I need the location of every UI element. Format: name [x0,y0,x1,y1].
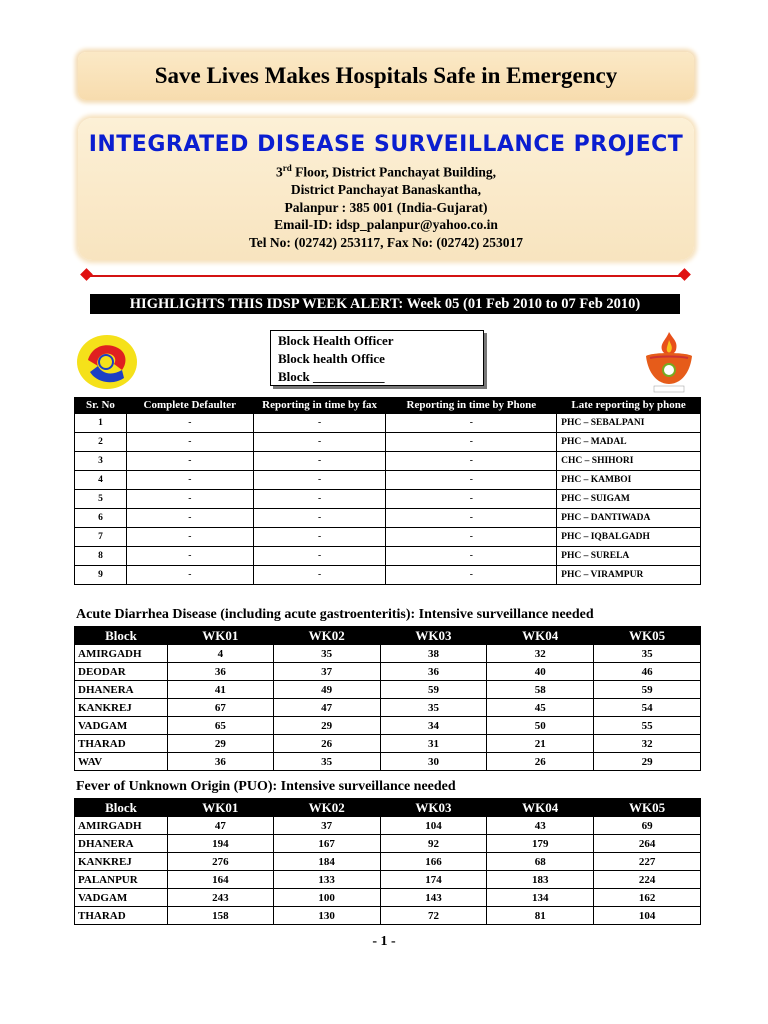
col-header-late: Late reporting by phone [557,398,701,414]
table-cell: - [253,509,386,528]
table-cell: 7 [75,528,127,547]
table-row [75,835,701,853]
table-cell: 166 [380,853,487,871]
col-header: WK02 [273,799,380,817]
table-cell: 26 [487,753,594,771]
fever-table [74,798,701,925]
table-cell: - [386,528,557,547]
col-header: WK01 [167,627,273,645]
table-cell: 143 [380,889,487,907]
table-row [75,817,701,835]
col-header-phone: Reporting in time by Phone [386,398,557,414]
table-cell: 164 [167,871,273,889]
col-header-sr-no: Sr. No [75,398,127,414]
table-cell: 5 [75,490,127,509]
table-cell: - [386,566,557,585]
table-row [75,490,701,509]
table-cell: 55 [594,717,701,735]
block-name-cell: DHANERA [75,681,168,699]
table-cell: 29 [167,735,273,753]
table-cell: - [253,566,386,585]
table-cell: 224 [594,871,701,889]
col-header: WK04 [487,627,594,645]
table-cell: - [386,452,557,471]
divider-right-diamond-icon [678,268,691,281]
table-cell: - [386,509,557,528]
col-header: WK03 [380,799,487,817]
table-cell: 104 [594,907,701,925]
project-title: INTEGRATED DISEASE SURVEILLANCE PROJECT [88,132,684,157]
table-cell: 35 [273,753,380,771]
table-cell: 9 [75,566,127,585]
table-cell: 36 [380,663,487,681]
idsp-logo-icon [76,334,138,390]
col-header: Block [75,627,168,645]
table-cell: - [253,414,386,433]
col-header: WK02 [273,627,380,645]
table-row [75,753,701,771]
table-cell: 47 [167,817,273,835]
table-cell: 2 [75,433,127,452]
table-cell: 130 [273,907,380,925]
block-officer-box [270,330,484,386]
table-row [75,681,701,699]
table-cell: 67 [167,699,273,717]
col-header: WK01 [167,799,273,817]
table-cell: PHC – SUIGAM [557,490,701,509]
table-cell: - [386,433,557,452]
slogan-text: Save Lives Makes Hospitals Safe in Emergency [154,63,618,88]
col-header: WK05 [594,799,701,817]
block-name-cell: VADGAM [75,717,168,735]
table-row [75,566,701,585]
table-cell: 81 [487,907,594,925]
col-header: WK05 [594,627,701,645]
table-cell: - [386,471,557,490]
table-cell: PHC – IQBALGADH [557,528,701,547]
table-cell: 38 [380,645,487,663]
table-row [75,452,701,471]
table-cell: 227 [594,853,701,871]
table-cell: 41 [167,681,273,699]
table-cell: - [253,528,386,547]
block-name-cell: AMIRGADH [75,645,168,663]
table-row [75,717,701,735]
table-cell: 174 [380,871,487,889]
table-cell: - [126,452,253,471]
table-cell: 104 [380,817,487,835]
table-cell: - [253,490,386,509]
col-header-complete-defaulter: Complete Defaulter [126,398,253,414]
table-cell: 36 [167,753,273,771]
table-row [75,663,701,681]
table-cell: 4 [75,471,127,490]
table-row [75,414,701,433]
table-cell: 35 [594,645,701,663]
table-cell: - [126,433,253,452]
table-cell: 37 [273,663,380,681]
table-cell: - [126,490,253,509]
block-name-cell: THARAD [75,735,168,753]
table-cell: 162 [594,889,701,907]
reporting-status-table [74,397,701,585]
table-cell: 32 [487,645,594,663]
table-cell: 1 [75,414,127,433]
table-cell: 276 [167,853,273,871]
table-row [75,735,701,753]
table-header-row [75,398,701,414]
table-cell: 264 [594,835,701,853]
table-cell: 36 [167,663,273,681]
block-name-cell: WAV [75,753,168,771]
week-alert-heading: HIGHLIGHTS THIS IDSP WEEK ALERT: Week 05 (01 Feb 2010 to 07 Feb 2010) [90,294,680,314]
table-cell: PHC – KAMBOI [557,471,701,490]
address-line-1: 3rd Floor, District Panchayat Building, [275,163,496,180]
table-cell: 59 [594,681,701,699]
address-line-2: District Panchayat Banaskantha, [290,182,482,197]
table-header-row [75,799,701,817]
address-line-3: Palanpur : 385 001 (India-Gujarat) [284,199,488,215]
table-cell: 92 [380,835,487,853]
table-row [75,699,701,717]
table-cell: 29 [594,753,701,771]
table-cell: 46 [594,663,701,681]
col-header-fax: Reporting in time by fax [253,398,386,414]
table-cell: 49 [273,681,380,699]
table-cell: 194 [167,835,273,853]
table-cell: 4 [167,645,273,663]
block-name-cell: THARAD [75,907,168,925]
divider-left-diamond-icon [80,268,93,281]
table-cell: 35 [380,699,487,717]
table-cell: 72 [380,907,487,925]
table-cell: 31 [380,735,487,753]
project-header [78,118,694,260]
block-officer-line-1: Block Health Officer [278,333,394,348]
table-cell: 58 [487,681,594,699]
table-cell: 43 [487,817,594,835]
block-officer-line-2: Block health Office [278,351,385,366]
table-cell: - [253,452,386,471]
table-cell: 45 [487,699,594,717]
table-row [75,433,701,452]
table-cell: 69 [594,817,701,835]
table-cell: 158 [167,907,273,925]
table-row [75,547,701,566]
table-cell: - [386,490,557,509]
block-name-cell: AMIRGADH [75,817,168,835]
block-name-cell: VADGAM [75,889,168,907]
table-cell: - [253,433,386,452]
table-cell: PHC – DANTIWADA [557,509,701,528]
table-cell: PHC – SURELA [557,547,701,566]
table-cell: 3 [75,452,127,471]
table-cell: - [126,566,253,585]
col-header: Block [75,799,168,817]
health-emblem-icon [640,330,698,396]
table-row [75,889,701,907]
table-cell: 47 [273,699,380,717]
table-cell: 59 [380,681,487,699]
divider-line [84,275,686,277]
email-line: Email-ID: idsp_palanpur@yahoo.co.in [274,217,498,232]
fever-section-title: Fever of Unknown Origin (PUO): Intensive surveillance needed [76,779,456,794]
table-cell: - [253,471,386,490]
table-cell: 29 [273,717,380,735]
table-row [75,853,701,871]
table-cell: PHC – SEBALPANI [557,414,701,433]
table-cell: CHC – SHIHORI [557,452,701,471]
block-name-cell: DEODAR [75,663,168,681]
table-cell: 21 [487,735,594,753]
table-cell: - [386,414,557,433]
table-cell: 184 [273,853,380,871]
table-cell: - [126,509,253,528]
table-cell: 179 [487,835,594,853]
table-cell: - [126,528,253,547]
table-cell: 65 [167,717,273,735]
table-cell: 133 [273,871,380,889]
table-cell: 8 [75,547,127,566]
table-cell: 35 [273,645,380,663]
table-cell: - [253,547,386,566]
block-name-cell: KANKREJ [75,853,168,871]
table-header-row [75,627,701,645]
table-row [75,471,701,490]
table-cell: 183 [487,871,594,889]
table-cell: - [386,547,557,566]
block-name-cell: PALANPUR [75,871,168,889]
table-cell: 50 [487,717,594,735]
table-cell: 68 [487,853,594,871]
table-cell: 34 [380,717,487,735]
table-cell: - [126,547,253,566]
table-cell: 167 [273,835,380,853]
col-header: WK04 [487,799,594,817]
block-officer-line-3: Block ___________ [278,369,385,384]
diarrhea-section-title: Acute Diarrhea Disease (including acute gastroenteritis): Intensive surveillance needed [76,607,594,622]
table-cell: PHC – VIRAMPUR [557,566,701,585]
page-number: - 1 - [372,934,396,949]
table-cell: 243 [167,889,273,907]
table-cell: - [126,471,253,490]
table-row [75,509,701,528]
table-cell: 40 [487,663,594,681]
table-row [75,871,701,889]
table-row [75,907,701,925]
project-address [78,160,694,251]
table-cell: - [126,414,253,433]
table-cell: 54 [594,699,701,717]
table-cell: 32 [594,735,701,753]
diarrhea-table [74,626,701,771]
col-header: WK03 [380,627,487,645]
table-cell: 100 [273,889,380,907]
slogan-banner [78,52,694,100]
table-cell: 30 [380,753,487,771]
table-cell: 26 [273,735,380,753]
table-cell: 6 [75,509,127,528]
block-name-cell: DHANERA [75,835,168,853]
block-name-cell: KANKREJ [75,699,168,717]
phone-line: Tel No: (02742) 253117, Fax No: (02742) 253017 [249,234,523,250]
table-row [75,645,701,663]
table-cell: 134 [487,889,594,907]
table-row [75,528,701,547]
table-cell: 37 [273,817,380,835]
table-cell: PHC – MADAL [557,433,701,452]
